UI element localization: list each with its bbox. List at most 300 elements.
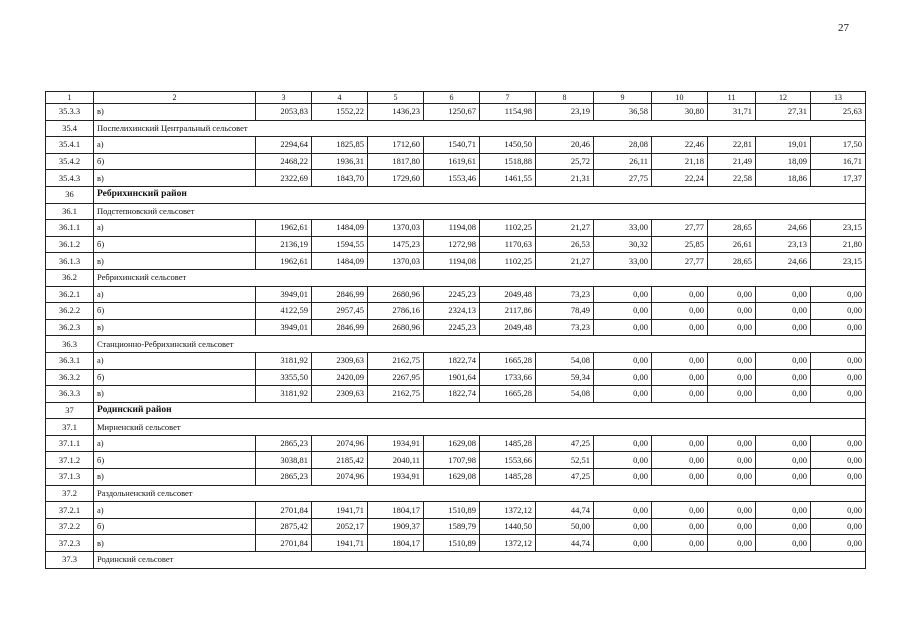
value-cell: 0,00 <box>708 369 756 386</box>
value-cell: 20,46 <box>536 137 594 154</box>
value-cell: 2680,96 <box>368 286 424 303</box>
value-cell: 26,11 <box>594 153 652 170</box>
row-code: 35.4.1 <box>46 137 94 154</box>
value-cell: 0,00 <box>652 303 708 320</box>
row-label: б) <box>94 369 256 386</box>
value-cell: 0,00 <box>594 535 652 552</box>
value-cell: 27,75 <box>594 170 652 187</box>
value-cell: 0,00 <box>811 303 866 320</box>
row-code: 37.3 <box>46 552 94 569</box>
table-row <box>46 469 866 486</box>
value-cell: 0,00 <box>594 518 652 535</box>
value-cell: 0,00 <box>756 452 811 469</box>
value-cell: 59,34 <box>536 369 594 386</box>
value-cell: 0,00 <box>811 535 866 552</box>
value-cell: 0,00 <box>652 452 708 469</box>
row-code: 36.3.1 <box>46 352 94 369</box>
value-cell: 19,01 <box>756 137 811 154</box>
table-row <box>46 319 866 336</box>
section-row <box>46 552 866 569</box>
value-cell: 2324,13 <box>424 303 480 320</box>
column-number-row <box>46 92 866 104</box>
value-cell: 1552,22 <box>312 104 368 121</box>
row-label: в) <box>94 319 256 336</box>
value-cell: 0,00 <box>594 502 652 519</box>
table-row <box>46 386 866 403</box>
value-cell: 1553,66 <box>480 452 536 469</box>
value-cell: 0,00 <box>594 286 652 303</box>
value-cell: 0,00 <box>708 352 756 369</box>
value-cell: 2245,23 <box>424 286 480 303</box>
value-cell: 52,51 <box>536 452 594 469</box>
table-row <box>46 104 866 121</box>
value-cell: 0,00 <box>756 469 811 486</box>
row-code: 36.1 <box>46 203 94 220</box>
value-cell: 0,00 <box>811 319 866 336</box>
value-cell: 0,00 <box>708 303 756 320</box>
value-cell: 0,00 <box>652 319 708 336</box>
value-cell: 2322,69 <box>256 170 312 187</box>
value-cell: 2117,86 <box>480 303 536 320</box>
value-cell: 0,00 <box>708 469 756 486</box>
value-cell: 0,00 <box>594 352 652 369</box>
value-cell: 0,00 <box>594 303 652 320</box>
value-cell: 0,00 <box>811 386 866 403</box>
value-cell: 0,00 <box>756 502 811 519</box>
district-row <box>46 186 866 203</box>
value-cell: 1934,91 <box>368 435 424 452</box>
value-cell: 0,00 <box>811 352 866 369</box>
district-row <box>46 402 866 419</box>
section-title: Поспелихинский Центральный сельсовет <box>94 120 866 137</box>
row-label: а) <box>94 220 256 237</box>
value-cell: 1370,03 <box>368 220 424 237</box>
row-label: а) <box>94 286 256 303</box>
value-cell: 1194,08 <box>424 220 480 237</box>
value-cell: 1941,71 <box>312 535 368 552</box>
value-cell: 21,27 <box>536 253 594 270</box>
value-cell: 1484,09 <box>312 220 368 237</box>
value-cell: 0,00 <box>708 435 756 452</box>
row-label: б) <box>94 303 256 320</box>
value-cell: 1822,74 <box>424 386 480 403</box>
value-cell: 1934,91 <box>368 469 424 486</box>
value-cell: 1962,61 <box>256 220 312 237</box>
value-cell: 31,71 <box>708 104 756 121</box>
value-cell: 2040,11 <box>368 452 424 469</box>
value-cell: 2846,99 <box>312 286 368 303</box>
column-number: 13 <box>811 92 866 104</box>
value-cell: 2162,75 <box>368 352 424 369</box>
value-cell: 21,18 <box>652 153 708 170</box>
value-cell: 1436,23 <box>368 104 424 121</box>
value-cell: 1619,61 <box>424 153 480 170</box>
column-number: 11 <box>708 92 756 104</box>
value-cell: 2846,99 <box>312 319 368 336</box>
value-cell: 0,00 <box>594 452 652 469</box>
value-cell: 28,65 <box>708 220 756 237</box>
section-row <box>46 120 866 137</box>
table-row <box>46 153 866 170</box>
row-label: б) <box>94 236 256 253</box>
section-title: Станционно-Ребрихинский сельсовет <box>94 336 866 353</box>
value-cell: 44,74 <box>536 502 594 519</box>
value-cell: 1518,88 <box>480 153 536 170</box>
section-title: Мирненский сельсовет <box>94 419 866 436</box>
value-cell: 26,61 <box>708 236 756 253</box>
row-code: 35.3.3 <box>46 104 94 121</box>
value-cell: 1540,71 <box>424 137 480 154</box>
value-cell: 0,00 <box>811 518 866 535</box>
table-row <box>46 137 866 154</box>
value-cell: 28,65 <box>708 253 756 270</box>
value-cell: 22,24 <box>652 170 708 187</box>
row-label: а) <box>94 435 256 452</box>
column-number: 1 <box>46 92 94 104</box>
row-label: в) <box>94 104 256 121</box>
value-cell: 33,00 <box>594 220 652 237</box>
value-cell: 2053,83 <box>256 104 312 121</box>
column-number: 3 <box>256 92 312 104</box>
value-cell: 73,23 <box>536 286 594 303</box>
value-cell: 2294,64 <box>256 137 312 154</box>
value-cell: 22,81 <box>708 137 756 154</box>
value-cell: 23,19 <box>536 104 594 121</box>
value-cell: 0,00 <box>594 369 652 386</box>
section-title: Подстепновский сельсовет <box>94 203 866 220</box>
value-cell: 1817,80 <box>368 153 424 170</box>
value-cell: 0,00 <box>756 319 811 336</box>
row-code: 37.1.1 <box>46 435 94 452</box>
value-cell: 0,00 <box>652 535 708 552</box>
row-code: 36 <box>46 186 94 203</box>
value-cell: 3949,01 <box>256 319 312 336</box>
section-row <box>46 269 866 286</box>
row-code: 37.1.2 <box>46 452 94 469</box>
value-cell: 1733,66 <box>480 369 536 386</box>
row-code: 36.3 <box>46 336 94 353</box>
row-code: 37.2.1 <box>46 502 94 519</box>
row-label: б) <box>94 452 256 469</box>
value-cell: 22,46 <box>652 137 708 154</box>
value-cell: 0,00 <box>652 502 708 519</box>
value-cell: 0,00 <box>756 303 811 320</box>
row-code: 36.1.3 <box>46 253 94 270</box>
value-cell: 1372,12 <box>480 535 536 552</box>
value-cell: 2865,23 <box>256 469 312 486</box>
value-cell: 1475,23 <box>368 236 424 253</box>
row-code: 36.2 <box>46 269 94 286</box>
value-cell: 0,00 <box>756 286 811 303</box>
table-row <box>46 502 866 519</box>
section-row <box>46 485 866 502</box>
section-title: Раздольненский сельсовет <box>94 485 866 502</box>
table-row <box>46 535 866 552</box>
value-cell: 0,00 <box>652 352 708 369</box>
row-label: в) <box>94 535 256 552</box>
value-cell: 0,00 <box>756 386 811 403</box>
column-number: 6 <box>424 92 480 104</box>
value-cell: 0,00 <box>811 435 866 452</box>
value-cell: 3355,50 <box>256 369 312 386</box>
value-cell: 3181,92 <box>256 386 312 403</box>
row-code: 37.1.3 <box>46 469 94 486</box>
value-cell: 1594,55 <box>312 236 368 253</box>
value-cell: 1712,60 <box>368 137 424 154</box>
value-cell: 21,49 <box>708 153 756 170</box>
value-cell: 27,31 <box>756 104 811 121</box>
row-code: 36.1.2 <box>46 236 94 253</box>
value-cell: 17,37 <box>811 170 866 187</box>
row-label: в) <box>94 170 256 187</box>
row-label: а) <box>94 502 256 519</box>
value-cell: 0,00 <box>811 286 866 303</box>
value-cell: 2701,84 <box>256 502 312 519</box>
value-cell: 1629,08 <box>424 435 480 452</box>
value-cell: 1707,98 <box>424 452 480 469</box>
value-cell: 1843,70 <box>312 170 368 187</box>
value-cell: 21,31 <box>536 170 594 187</box>
value-cell: 1804,17 <box>368 535 424 552</box>
row-label: а) <box>94 137 256 154</box>
value-cell: 23,15 <box>811 253 866 270</box>
value-cell: 44,74 <box>536 535 594 552</box>
row-label: в) <box>94 386 256 403</box>
district-title: Родинский район <box>94 402 866 419</box>
value-cell: 30,32 <box>594 236 652 253</box>
value-cell: 2875,42 <box>256 518 312 535</box>
value-cell: 2309,63 <box>312 386 368 403</box>
value-cell: 1553,46 <box>424 170 480 187</box>
value-cell: 0,00 <box>708 535 756 552</box>
value-cell: 27,77 <box>652 220 708 237</box>
section-row <box>46 336 866 353</box>
row-code: 35.4 <box>46 120 94 137</box>
value-cell: 1372,12 <box>480 502 536 519</box>
table-row <box>46 253 866 270</box>
row-code: 37 <box>46 402 94 419</box>
tariff-table <box>45 91 866 569</box>
column-number: 2 <box>94 92 256 104</box>
value-cell: 0,00 <box>811 369 866 386</box>
row-code: 37.2.2 <box>46 518 94 535</box>
value-cell: 25,85 <box>652 236 708 253</box>
value-cell: 22,58 <box>708 170 756 187</box>
value-cell: 2052,17 <box>312 518 368 535</box>
table-row <box>46 220 866 237</box>
value-cell: 1461,55 <box>480 170 536 187</box>
page-number: 27 <box>838 22 849 34</box>
value-cell: 2049,48 <box>480 286 536 303</box>
value-cell: 47,25 <box>536 435 594 452</box>
value-cell: 1729,60 <box>368 170 424 187</box>
value-cell: 1370,03 <box>368 253 424 270</box>
value-cell: 50,00 <box>536 518 594 535</box>
value-cell: 25,63 <box>811 104 866 121</box>
value-cell: 0,00 <box>811 502 866 519</box>
value-cell: 2786,16 <box>368 303 424 320</box>
column-number: 10 <box>652 92 708 104</box>
value-cell: 1510,89 <box>424 502 480 519</box>
value-cell: 0,00 <box>652 369 708 386</box>
table-row <box>46 286 866 303</box>
value-cell: 1909,37 <box>368 518 424 535</box>
value-cell: 1665,28 <box>480 386 536 403</box>
value-cell: 0,00 <box>756 435 811 452</box>
value-cell: 2162,75 <box>368 386 424 403</box>
value-cell: 2309,63 <box>312 352 368 369</box>
value-cell: 28,08 <box>594 137 652 154</box>
value-cell: 1250,67 <box>424 104 480 121</box>
row-label: в) <box>94 469 256 486</box>
value-cell: 4122,59 <box>256 303 312 320</box>
value-cell: 26,53 <box>536 236 594 253</box>
value-cell: 36,58 <box>594 104 652 121</box>
value-cell: 54,08 <box>536 352 594 369</box>
value-cell: 0,00 <box>652 286 708 303</box>
value-cell: 1450,50 <box>480 137 536 154</box>
value-cell: 18,09 <box>756 153 811 170</box>
row-code: 35.4.3 <box>46 170 94 187</box>
value-cell: 1822,74 <box>424 352 480 369</box>
value-cell: 1102,25 <box>480 220 536 237</box>
value-cell: 24,66 <box>756 220 811 237</box>
value-cell: 0,00 <box>811 452 866 469</box>
value-cell: 2680,96 <box>368 319 424 336</box>
value-cell: 0,00 <box>594 386 652 403</box>
row-label: а) <box>94 352 256 369</box>
value-cell: 0,00 <box>594 319 652 336</box>
value-cell: 21,80 <box>811 236 866 253</box>
value-cell: 2420,09 <box>312 369 368 386</box>
row-code: 36.3.2 <box>46 369 94 386</box>
value-cell: 0,00 <box>652 518 708 535</box>
value-cell: 0,00 <box>756 352 811 369</box>
value-cell: 2074,96 <box>312 435 368 452</box>
value-cell: 3181,92 <box>256 352 312 369</box>
value-cell: 1102,25 <box>480 253 536 270</box>
value-cell: 0,00 <box>708 518 756 535</box>
value-cell: 0,00 <box>708 286 756 303</box>
value-cell: 3038,81 <box>256 452 312 469</box>
row-code: 37.2.3 <box>46 535 94 552</box>
value-cell: 1825,85 <box>312 137 368 154</box>
value-cell: 2865,23 <box>256 435 312 452</box>
column-number: 5 <box>368 92 424 104</box>
column-number: 4 <box>312 92 368 104</box>
value-cell: 2049,48 <box>480 319 536 336</box>
value-cell: 1485,28 <box>480 435 536 452</box>
value-cell: 0,00 <box>756 369 811 386</box>
table-row <box>46 170 866 187</box>
row-code: 35.4.2 <box>46 153 94 170</box>
row-code: 37.2 <box>46 485 94 502</box>
value-cell: 0,00 <box>708 319 756 336</box>
value-cell: 23,15 <box>811 220 866 237</box>
value-cell: 0,00 <box>594 435 652 452</box>
section-row <box>46 419 866 436</box>
value-cell: 2468,22 <box>256 153 312 170</box>
value-cell: 25,72 <box>536 153 594 170</box>
value-cell: 0,00 <box>708 502 756 519</box>
value-cell: 16,71 <box>811 153 866 170</box>
table-row <box>46 352 866 369</box>
value-cell: 1170,63 <box>480 236 536 253</box>
table-row <box>46 303 866 320</box>
value-cell: 73,23 <box>536 319 594 336</box>
value-cell: 27,77 <box>652 253 708 270</box>
value-cell: 2185,42 <box>312 452 368 469</box>
row-code: 37.1 <box>46 419 94 436</box>
value-cell: 23,13 <box>756 236 811 253</box>
value-cell: 1629,08 <box>424 469 480 486</box>
value-cell: 21,27 <box>536 220 594 237</box>
section-row <box>46 203 866 220</box>
row-code: 36.3.3 <box>46 386 94 403</box>
column-number: 12 <box>756 92 811 104</box>
value-cell: 0,00 <box>652 469 708 486</box>
value-cell: 1484,09 <box>312 253 368 270</box>
row-code: 36.1.1 <box>46 220 94 237</box>
row-code: 36.2.1 <box>46 286 94 303</box>
value-cell: 0,00 <box>756 518 811 535</box>
value-cell: 1941,71 <box>312 502 368 519</box>
value-cell: 0,00 <box>708 452 756 469</box>
value-cell: 1485,28 <box>480 469 536 486</box>
value-cell: 78,49 <box>536 303 594 320</box>
value-cell: 47,25 <box>536 469 594 486</box>
value-cell: 0,00 <box>708 386 756 403</box>
value-cell: 2701,84 <box>256 535 312 552</box>
table-row <box>46 236 866 253</box>
table-row <box>46 435 866 452</box>
value-cell: 33,00 <box>594 253 652 270</box>
value-cell: 0,00 <box>594 469 652 486</box>
value-cell: 1901,64 <box>424 369 480 386</box>
value-cell: 2267,95 <box>368 369 424 386</box>
value-cell: 1665,28 <box>480 352 536 369</box>
value-cell: 1194,08 <box>424 253 480 270</box>
value-cell: 3949,01 <box>256 286 312 303</box>
row-label: в) <box>94 253 256 270</box>
value-cell: 0,00 <box>652 435 708 452</box>
value-cell: 54,08 <box>536 386 594 403</box>
value-cell: 17,50 <box>811 137 866 154</box>
value-cell: 18,86 <box>756 170 811 187</box>
row-label: б) <box>94 518 256 535</box>
value-cell: 1154,98 <box>480 104 536 121</box>
district-title: Ребрихинский район <box>94 186 866 203</box>
value-cell: 1589,79 <box>424 518 480 535</box>
value-cell: 1440,50 <box>480 518 536 535</box>
value-cell: 1936,31 <box>312 153 368 170</box>
value-cell: 24,66 <box>756 253 811 270</box>
table-row <box>46 369 866 386</box>
value-cell: 1272,98 <box>424 236 480 253</box>
column-number: 9 <box>594 92 652 104</box>
table-body <box>46 92 866 569</box>
value-cell: 2957,45 <box>312 303 368 320</box>
row-label: б) <box>94 153 256 170</box>
value-cell: 30,80 <box>652 104 708 121</box>
table-row <box>46 452 866 469</box>
value-cell: 0,00 <box>811 469 866 486</box>
value-cell: 1962,61 <box>256 253 312 270</box>
value-cell: 2074,96 <box>312 469 368 486</box>
value-cell: 1804,17 <box>368 502 424 519</box>
value-cell: 0,00 <box>756 535 811 552</box>
column-number: 8 <box>536 92 594 104</box>
